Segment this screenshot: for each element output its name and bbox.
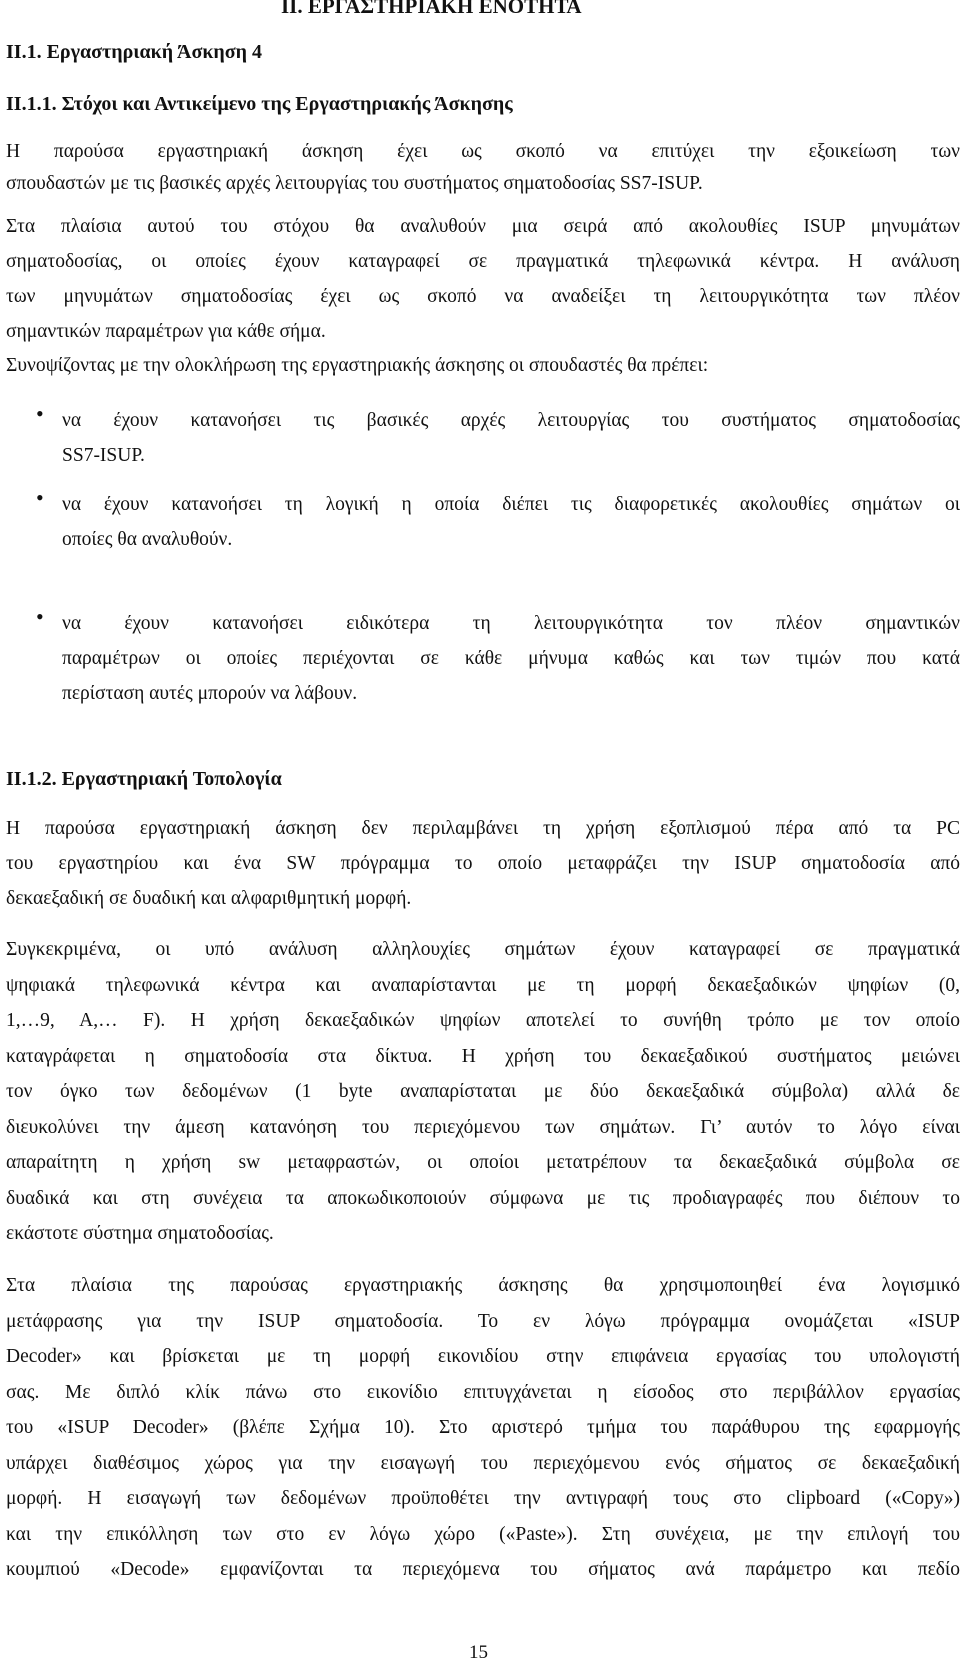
text-line: τον όγκο των δεδομένων (1 byte αναπαρίσταται με δύο δεκαεξαδικά σύμβολα) αλλά δε: [6, 1081, 960, 1102]
text-line: δυαδικά και στη συνέχεια τα αποκωδικοποιούν σύμφωνα με τις προδιαγραφές που διέπουν το: [6, 1187, 960, 1209]
text-line: δεκαεξαδική σε δυαδική και αλφαριθμητική μορφή.: [6, 888, 412, 909]
goals-heading: ΙΙ.1.1. Στόχοι και Αντικείμενο της Εργαστηριακής Άσκησης: [6, 93, 513, 115]
text-line: υπάρχει διαθέσιμος χώρος για την εισαγωγή του περιεχόμενου ενός σήματος σε δεκαεξαδική: [6, 1452, 960, 1474]
list-item: [62, 606, 960, 711]
text-line: εκάστοτε σύστημα σηματοδοσίας.: [6, 1223, 274, 1244]
text-line: του εργαστηρίου και ένα SW πρόγραμμα το οποίο μεταφράζει την ISUP σηματοδοσία από: [6, 853, 960, 874]
text-line: να έχουν κατανοήσει τη λογική η οποία διέπει τις διαφορετικές ακολουθίες σημάτων οι: [62, 494, 960, 515]
text-line: των μηνυμάτων σηματοδοσίας έχει ως σκοπό να αναδείξει τη λειτουργικότητα των πλέον: [6, 286, 960, 307]
topology-paragraph-3: [6, 1268, 960, 1588]
topology-paragraph-1: [6, 811, 960, 916]
text-line: Decoder» και βρίσκεται με τη μορφή εικονιδίου στην επιφάνεια εργασίας του υπολογιστή: [6, 1346, 960, 1367]
text-line: Η παρούσα εργαστηριακή άσκηση δεν περιλαμβάνει τη χρήση εξοπλισμού πέρα από τα PC: [6, 818, 960, 839]
text-line: σηματοδοσίας, οι οποίες έχουν καταγραφεί σε πραγματικά τηλεφωνικά κέντρα. Η ανάλυση: [6, 251, 960, 272]
text-line: SS7-ISUP.: [62, 445, 145, 466]
page-number: 15: [469, 1642, 488, 1663]
bullet-marker: •: [36, 401, 44, 426]
text-line: οποίες θα αναλυθούν.: [62, 529, 233, 550]
bullet-marker: •: [36, 485, 44, 510]
text-line: του «ISUP Decoder» (βλέπε Σχήμα 10). Στο αριστερό τμήμα του παράθυρου της εφαρμογής: [6, 1417, 960, 1438]
list-item: [62, 403, 960, 473]
text-line: Στα πλαίσια αυτού του στόχου θα αναλυθούν μια σειρά από ακολουθίες ISUP μηνυμάτων: [6, 216, 960, 237]
topology-heading: ΙΙ.1.2. Εργαστηριακή Τοπολογία: [6, 768, 282, 790]
text-line: διευκολύνει την άμεση κατανόηση του περιεχόμενου των σημάτων. Γι’ αυτόν το λόγο είναι: [6, 1116, 960, 1138]
text-line: σας. Με διπλό κλίκ πάνω στο εικονίδιο επιτυγχάνεται η είσοδος στο περιβάλλον εργασίας: [6, 1381, 960, 1403]
text-line: να έχουν κατανοήσει ειδικότερα τη λειτουργικότητα τον πλέον σημαντικών: [62, 613, 960, 634]
text-line: να έχουν κατανοήσει τις βασικές αρχές λειτουργίας του συστήματος σηματοδοσίας: [62, 410, 960, 431]
topology-paragraph-2: [6, 932, 960, 1252]
list-item: [62, 487, 960, 557]
text-line: σημαντικών παραμέτρων για κάθε σήμα.: [6, 321, 326, 342]
exercise-heading: ΙΙ.1. Εργαστηριακή Άσκηση 4: [6, 41, 263, 63]
text-line: μετάφρασης για την ISUP σηματοδοσία. Το εν λόγω πρόγραμμα ονομάζεται «ISUP: [6, 1310, 960, 1332]
goals-context-paragraph: [6, 209, 960, 349]
text-line: καταγράφεται η σηματοδοσία στα δίκτυα. Η χρήση του δεκαεξαδικού συστήματος μειώνει: [6, 1045, 960, 1067]
text-line: παραμέτρων οι οποίες περιέχονται σε κάθε μήνυμα καθώς και των τιμών που κατά: [62, 648, 960, 669]
text-line: σπουδαστών με τις βασικές αρχές λειτουργίας του συστήματος σηματοδοσίας SS7-ISUP.: [6, 173, 703, 194]
bullet-marker: •: [36, 604, 44, 629]
text-line: απαραίτητη η χρήση sw μεταφραστών, οι οποίοι μετατρέπουν τα δεκαεξαδικά σύμβολα σε: [6, 1152, 960, 1173]
text-line: και την επικόλληση των στο εν λόγω χώρο («Paste»). Στη συνέχεια, με την επιλογή του: [6, 1523, 960, 1545]
text-line: 1,…9, Α,… F). Η χρήση δεκαεξαδικών ψηφίων αποτελεί το συνήθη τρόπο με τον οποίο: [6, 1010, 960, 1031]
text-line: κουμπιού «Decode» εμφανίζονται τα περιεχόμενα του σήματος ανά παράμετρο και πεδίο: [6, 1559, 960, 1580]
goals-intro-paragraph: [6, 136, 960, 200]
text-line: ψηφιακά τηλεφωνικά κέντρα και αναπαρίστανται με τη μορφή δεκαεξαδικών ψηφίων (0,: [6, 974, 960, 996]
text-line: Η παρούσα εργαστηριακή άσκηση έχει ως σκοπό να επιτύχει την εξοικείωση των: [6, 141, 960, 162]
text-line: μορφή. Η εισαγωγή των δεδομένων προϋποθέτει την αντιγραφή τους στο clipboard («Copy»): [6, 1488, 960, 1509]
text-line: Συγκεκριμένα, οι υπό ανάλυση αλληλουχίες σημάτων έχουν καταγραφεί σε πραγματικά: [6, 939, 960, 960]
text-line: Στα πλαίσια της παρούσας εργαστηριακής άσκησης θα χρησιμοποιηθεί ένα λογισμικό: [6, 1275, 960, 1296]
text-line: περίσταση αυτές μπορούν να λάβουν.: [62, 683, 358, 704]
summary-paragraph: Συνοψίζοντας με την ολοκλήρωση της εργαστηριακής άσκησης οι σπουδαστές θα πρέπει:: [6, 355, 709, 376]
section-heading: II. ΕΡΓΑΣΤΗΡΙΑΚΗ ΕΝΟΤΗΤΑ: [281, 0, 582, 18]
